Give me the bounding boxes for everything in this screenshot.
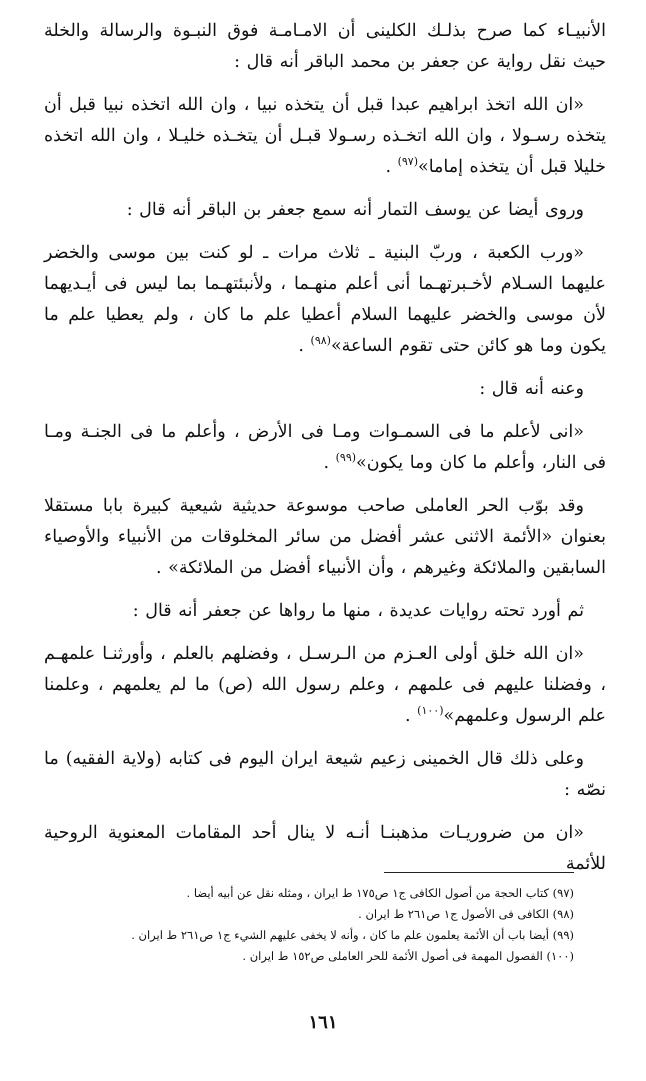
quote-ibrahim: «ان الله اتخذ ابراهيم عبدا قبل أن يتخذه نبيا ، وان الله اتخذه نبيا قبل أن يتخذه رسـولا ، وان الله اتخـذه رسـولا قبـل أن يتخـذه خليـلا ، وان الله اتخذه خليلا قبل أن يتخذه إماما»$^{(٩٧)}$ . xyxy=(44,95,606,177)
quote-daruriyat: «ان من ضروريـات مذهبنـا أنـه لا ينال أحد المقامات المعنوية الروحية للأئمة xyxy=(44,823,606,874)
paragraph-yusuf: وروى أيضا عن يوسف التمار أنه سمع جعفر بن الباقر أنه قال : xyxy=(126,200,584,220)
footnote-97: (٩٧) كتاب الحجة من أصول الكافى ج١ ص١٧٥ ط ايران ، ومثله نقل عن أبيه أيضا . xyxy=(186,886,574,900)
page-number: ١٦١ xyxy=(308,1012,338,1033)
book-page-body xyxy=(44,16,606,892)
paragraph-intro: الأنبيـاء كما صرح بذلـك الكلينى أن الامـامـة فوق النبـوة والرسالة والخلة حيث نقل رواية عن جعفر بن محمد الباقر أنه قال : xyxy=(44,21,606,72)
footnote-ref-99: (٩٩) xyxy=(335,451,357,465)
quote-kaaba: «ورب الكعبة ، وربّ البنية ـ ثلاث مرات ـ لو كنت بين موسى والخضر عليهما السـلام لأخـبرتهـما أنى أعلم منهـما ، ولأنبئتهـما بما ليس فى أيـديهما لأن موسى والخضر عليهما السلام أعطيا علم ما كان ، ولم يعطيا علم ما يكون وما هو كائن حتى تقوم الساعة»$^{(٩٨)}$ . xyxy=(44,243,606,356)
footnote-ref-100: (١٠٠) xyxy=(417,704,444,718)
paragraph-khomeini: وعلى ذلك قال الخمينى زعيم شيعة ايران اليوم فى كتابه (ولاية الفقيه) ما نصّه : xyxy=(44,749,606,800)
quote-ulul-azm: «ان الله خلق أولى العـزم من الـرسـل ، وفضلهم بالعلم ، وأورثنـا علمهـم ، وفضلنا عليهم فى علمهم ، وعلم رسول الله (ص) ما لم يعلمهم ، وعلمنا علم الرسول وعلمهم»$^{(١٠٠)}$ . xyxy=(44,644,606,726)
paragraph-riwayat: ثم أورد تحته روايات عديدة ، منها ما رواها عن جعفر أنه قال : xyxy=(132,601,584,621)
footnote-100: (١٠٠) الفصول المهمة فى أصول الأئمة للحر العاملى ص١٥٢ ط ايران . xyxy=(242,949,574,963)
footnote-ref-97: (٩٧) xyxy=(397,155,419,169)
footnotes xyxy=(44,872,574,967)
paragraph-anhu: وعنه أنه قال : xyxy=(479,379,584,399)
quote-samawat: «انى لأعلم ما فى السمـوات ومـا فى الأرض ، وأعلم ما فى الجنـة ومـا فى النار، وأعلم ما كان وما يكون»$^{(٩٩)}$ . xyxy=(44,422,606,473)
footnote-ref-98: (٩٨) xyxy=(310,334,331,348)
footnote-99: (٩٩) أيضا باب أن الأئمة يعلمون علم ما كان ، وأنه لا يخفى عليهم الشيء ج١ ص٢٦١ ط ايران . xyxy=(131,928,574,942)
footnote-divider xyxy=(384,872,574,873)
paragraph-hurr-amili: وقد بوّب الحر العاملى صاحب موسوعة حديثية شيعية كبيرة بابا مستقلا بعنوان «الأئمة الاثنى عشر أفضل من سائر المخلوقات من الأنبياء والأوصياء السابقين والملائكة وغيرهم ، وأن الأنبياء أفضل من الملائكة» . xyxy=(44,496,606,578)
footnote-98: (٩٨) الكافى فى الأصول ج١ ص٢٦١ ط ايران . xyxy=(358,907,574,921)
